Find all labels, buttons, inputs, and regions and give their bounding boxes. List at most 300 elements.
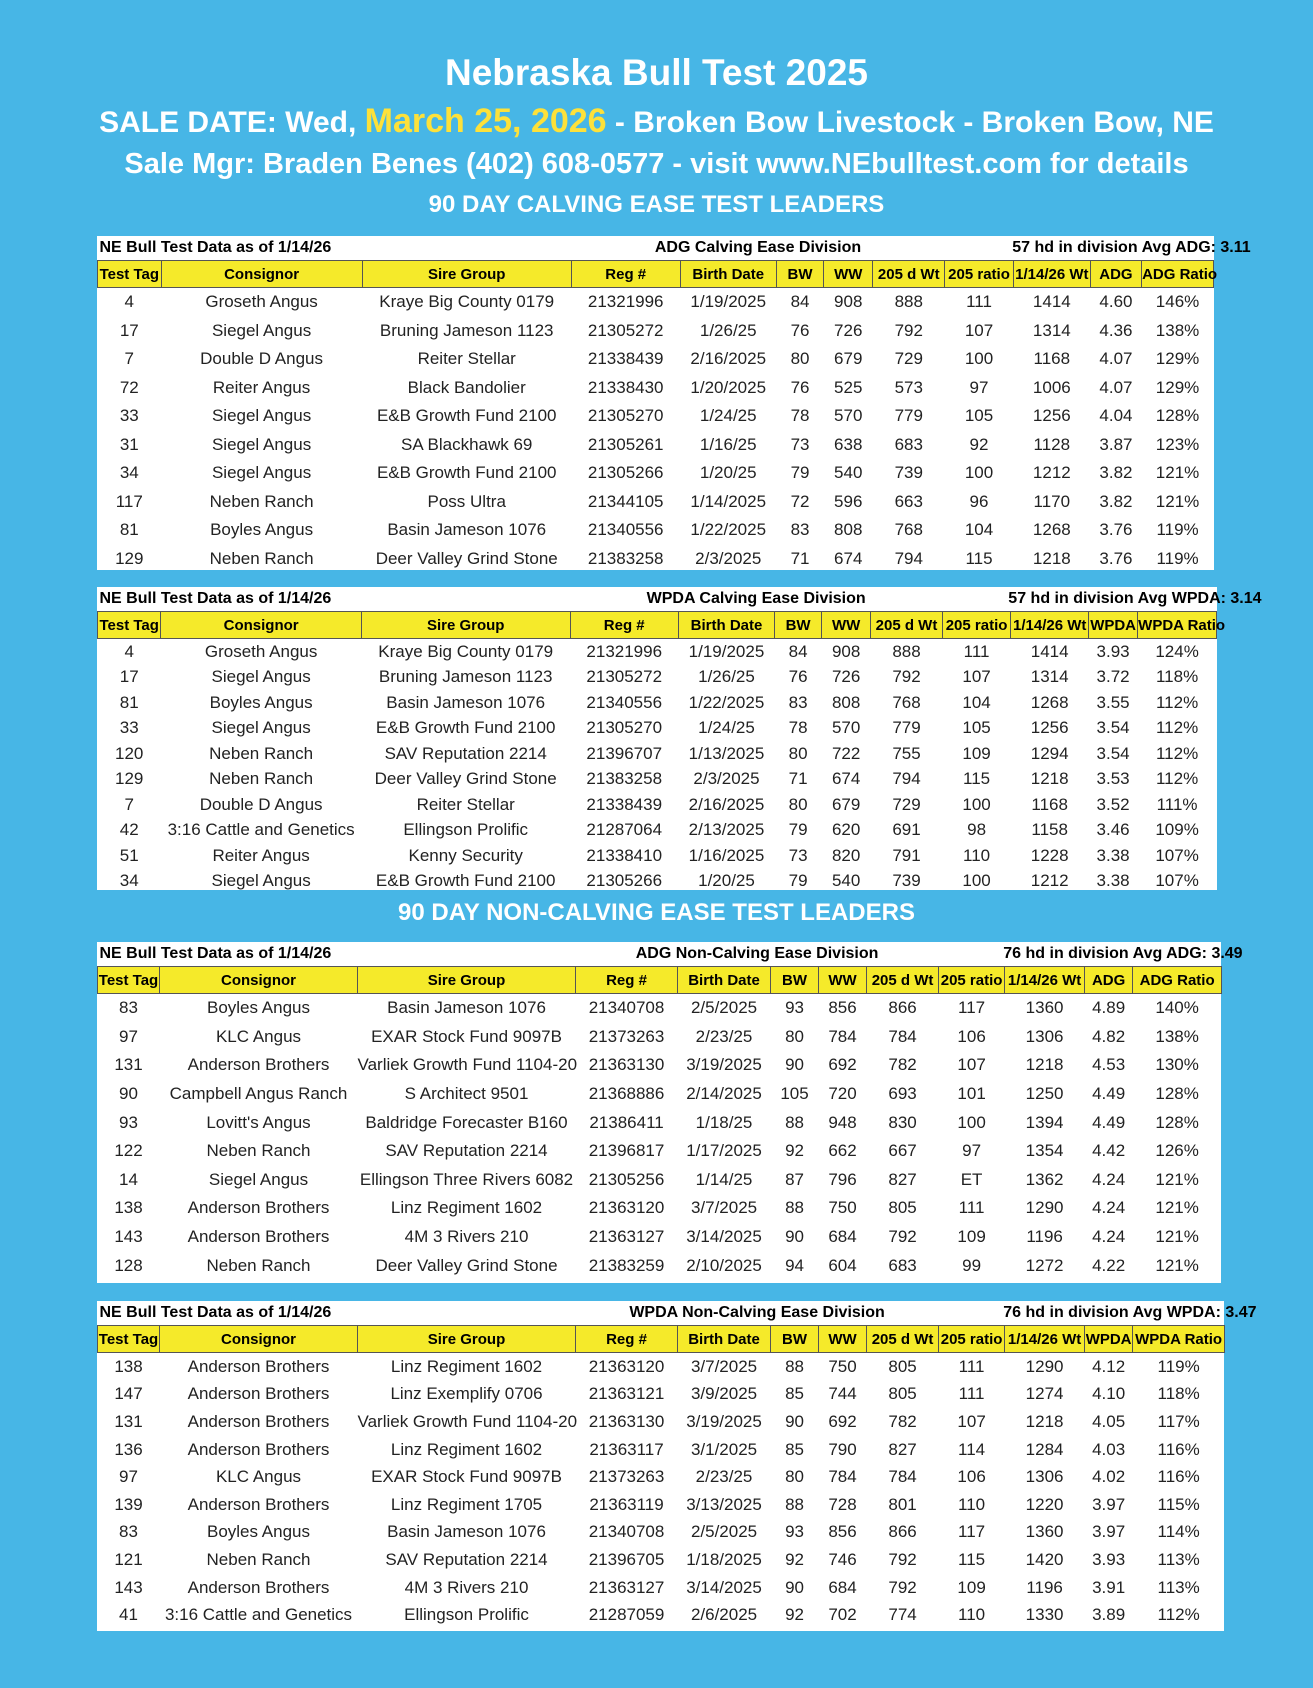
table-cell: 4.02 (1092, 1467, 1126, 1487)
table-cell: 7 (124, 794, 134, 814)
table-cell: 100 (962, 794, 991, 814)
table-cell: 1250 (1025, 1084, 1064, 1104)
table-row (98, 459, 1214, 488)
table-cell: 111 (958, 1356, 985, 1376)
table-cell: Basin Jameson 1076 (387, 520, 547, 540)
table-cell: 117 (115, 491, 143, 511)
table-cell: 856 (828, 1522, 857, 1542)
table-cell: 784 (828, 1026, 857, 1046)
table-cell: 100 (962, 871, 991, 891)
table-cell: 1/24/25 (698, 718, 755, 738)
table-cell: 116% (1157, 1467, 1200, 1487)
column-header: 1/14/26 Wt (1005, 1326, 1085, 1353)
table-cell: Baldridge Forecaster B160 (365, 1112, 568, 1132)
table-info-row (98, 942, 1222, 967)
table-cell: Deer Valley Grind Stone (375, 548, 558, 568)
table-cell: 21386411 (589, 1112, 664, 1132)
table-cell: Basin Jameson 1076 (386, 692, 546, 712)
table-cell: 4.24 (1092, 1198, 1126, 1218)
table-cell: 3.82 (1099, 491, 1133, 511)
column-header: BW (775, 612, 822, 639)
table-cell: 121% (1155, 1169, 1199, 1189)
table-cell: 573 (894, 377, 923, 397)
column-header: BW (776, 261, 823, 288)
table-cell: Anderson Brothers (187, 1356, 330, 1376)
table-cell: 1314 (1032, 320, 1071, 340)
table-cell: 76 (790, 377, 810, 397)
table-cell: Siegel Angus (211, 871, 311, 891)
wpda-non-calving-ease-table (97, 1301, 1257, 1631)
table-cell: 2/16/2025 (688, 794, 765, 814)
table-cell: 683 (888, 1255, 917, 1275)
table-cell: 1/22/2025 (688, 692, 765, 712)
adg-non-calving-ease-table (97, 942, 1243, 1283)
table-cell: E&B Growth Fund 2100 (375, 871, 556, 891)
table-cell: 691 (892, 820, 921, 840)
page-title: Nebraska Bull Test 2025 (445, 52, 868, 93)
table-cell: 100 (964, 349, 994, 369)
table-cell: Boyles Angus (209, 692, 313, 712)
table-cell: 805 (888, 1356, 917, 1376)
table-cell: 3/19/2025 (686, 1055, 762, 1075)
table-cell: 908 (831, 641, 861, 661)
table-cell: 34 (119, 463, 139, 483)
table-cell: 667 (888, 1141, 917, 1161)
table-cell: 106 (957, 1026, 986, 1046)
column-header: ADG (1090, 261, 1141, 288)
table-cell: 570 (831, 718, 861, 738)
table-info-row (98, 1301, 1225, 1326)
table-cell: 139 (114, 1494, 143, 1514)
table-cell: 110 (958, 1605, 986, 1625)
table-cell: 4.89 (1092, 998, 1126, 1018)
table-cell: 1/17/2025 (686, 1141, 762, 1161)
table-cell: 17 (119, 320, 139, 340)
table-cell: 21363127 (588, 1577, 665, 1597)
table-row (98, 1166, 1222, 1195)
table-cell: 3.55 (1096, 692, 1130, 712)
table-cell: Deer Valley Grind Stone (374, 769, 557, 789)
column-header: Reg # (576, 1326, 678, 1353)
table-cell: 3/1/2025 (690, 1439, 758, 1459)
table-cell: 111 (958, 1384, 985, 1404)
table-cell: 779 (892, 718, 921, 738)
table-cell: 71 (790, 548, 810, 568)
table-cell: E&B Growth Fund 2100 (375, 718, 556, 738)
table-cell: 1306 (1025, 1026, 1064, 1046)
table-cell: 1290 (1025, 1198, 1064, 1218)
table-row (98, 665, 1217, 691)
table-cell: 21396817 (588, 1141, 665, 1161)
table-cell: 4.10 (1092, 1384, 1126, 1404)
column-header: BW (771, 967, 819, 994)
table-cell: 774 (888, 1605, 917, 1625)
table-cell: 111% (1156, 794, 1198, 814)
table-row (98, 1137, 1222, 1166)
column-header: ADG Ratio (1133, 967, 1222, 994)
table-cell: 2/3/2025 (695, 548, 762, 568)
table-cell: 1168 (1033, 349, 1071, 369)
table-cell: 750 (828, 1356, 857, 1376)
column-header: 205 ratio (939, 1326, 1005, 1353)
table-cell: 88 (785, 1356, 804, 1376)
table-cell: 21363130 (588, 1411, 665, 1431)
table-cell: Neben Ranch (209, 769, 314, 789)
table-cell: 107% (1155, 845, 1199, 865)
table-cell: 33 (119, 406, 139, 426)
table-cell: 138 (114, 1356, 143, 1376)
table-cell: Deer Valley Grind Stone (375, 1255, 558, 1275)
table-cell: 746 (828, 1549, 857, 1569)
table-cell: 33 (119, 718, 139, 738)
column-header: 205 d Wt (867, 967, 939, 994)
table-cell: 908 (834, 292, 863, 312)
table-cell: 4.07 (1099, 377, 1133, 397)
table-cell: 794 (892, 769, 921, 789)
table-cell: 4.42 (1092, 1141, 1126, 1161)
table-cell: 1/20/2025 (690, 377, 767, 397)
table-cell: 866 (888, 998, 917, 1018)
table-cell: 111 (958, 1198, 985, 1218)
column-header: WW (819, 967, 867, 994)
table-cell: 90 (785, 1577, 804, 1597)
column-header: Sire Group (358, 967, 576, 994)
table-cell: 3.76 (1099, 548, 1133, 568)
column-header: 1/14/26 Wt (1013, 261, 1090, 288)
table-row (98, 1108, 1222, 1137)
table-cell: 726 (834, 320, 863, 340)
table-cell: 110 (958, 1494, 986, 1514)
table-cell: 1294 (1030, 743, 1069, 763)
table-cell: 1/13/2025 (688, 743, 765, 763)
table-cell: Siegel Angus (211, 463, 312, 483)
table-cell: 119% (1156, 520, 1199, 540)
table-cell: SAV Reputation 2214 (385, 1141, 548, 1161)
table-cell: 1354 (1025, 1141, 1064, 1161)
table-cell: 71 (788, 769, 808, 789)
table-cell: 702 (828, 1605, 857, 1625)
table-cell: 105 (964, 406, 994, 426)
division-name: WPDA Calving Ease Division (646, 590, 866, 607)
table-cell: 693 (888, 1084, 917, 1104)
column-header: Sire Group (361, 612, 570, 639)
table-cell: 4.05 (1092, 1411, 1126, 1431)
table-cell: 21287059 (588, 1605, 665, 1625)
table-cell: 21305270 (586, 718, 663, 738)
table-cell: 109% (1155, 820, 1199, 840)
column-header: Test Tag (98, 1326, 160, 1353)
table-row (98, 488, 1214, 517)
table-cell: 112% (1157, 1605, 1200, 1625)
table-cell: 114% (1157, 1522, 1200, 1542)
column-header: Test Tag (98, 612, 161, 639)
table-cell: 21383259 (588, 1255, 665, 1275)
table-cell: 3.87 (1099, 434, 1133, 454)
table-cell: 4.03 (1092, 1439, 1126, 1459)
table-cell: EXAR Stock Fund 9097B (371, 1467, 562, 1487)
division-average: Avg ADG: 3.49 (1132, 945, 1243, 962)
table-cell: 808 (831, 692, 861, 712)
table-cell: Anderson Brothers (187, 1227, 330, 1247)
table-cell: 21340708 (588, 1522, 665, 1542)
table-cell: 73 (788, 845, 808, 865)
table-cell: 21305272 (586, 667, 663, 687)
table-cell: 128% (1155, 1112, 1199, 1132)
data-as-of: NE Bull Test Data as of 1/14/26 (99, 590, 332, 607)
head-count: 57 hd in division (1012, 239, 1138, 256)
table-cell: 21340556 (586, 692, 663, 712)
table-row (98, 1408, 1225, 1436)
table-cell: 3.52 (1096, 794, 1130, 814)
table-cell: 21383258 (587, 548, 664, 568)
table-cell: 118% (1157, 1384, 1200, 1404)
table-cell: Anderson Brothers (187, 1494, 330, 1514)
table-cell: 136 (114, 1439, 143, 1459)
table-cell: 1212 (1030, 871, 1069, 891)
table-cell: 2/16/2025 (690, 349, 767, 369)
table-cell: 21340556 (587, 520, 664, 540)
table-cell: 126% (1155, 1141, 1199, 1161)
table-cell: 662 (828, 1141, 857, 1161)
table-cell: Anderson Brothers (187, 1577, 330, 1597)
table-cell: 3.93 (1096, 641, 1130, 661)
table-cell: 3/19/2025 (686, 1411, 762, 1431)
table-row (98, 545, 1214, 574)
table-cell: 21363120 (588, 1198, 665, 1218)
table-cell: 81 (119, 692, 139, 712)
sale-date-line (0, 102, 1313, 141)
table-cell: 4M 3 Rivers 210 (404, 1227, 529, 1247)
table-cell: 106 (957, 1467, 986, 1487)
table-cell: 4.49 (1092, 1112, 1126, 1132)
table-cell: 638 (834, 434, 863, 454)
table-cell: 4.82 (1092, 1026, 1126, 1046)
table-cell: 1284 (1025, 1439, 1064, 1459)
table-cell: 85 (785, 1439, 804, 1459)
table-cell: 779 (894, 406, 923, 426)
table-cell: 1220 (1025, 1494, 1064, 1514)
column-header: Test Tag (98, 261, 162, 288)
table-row (98, 767, 1217, 793)
sale-date: March 25, 2026 (364, 102, 607, 140)
table-cell: Siegel Angus (211, 434, 312, 454)
table-cell: 1218 (1030, 769, 1069, 789)
table-cell: 21383258 (586, 769, 663, 789)
column-header: Reg # (576, 967, 678, 994)
column-header: Consignor (161, 261, 362, 288)
table-cell: 143 (114, 1227, 143, 1247)
table-cell: 722 (831, 743, 861, 763)
table-cell: 21305266 (587, 463, 664, 483)
column-header: Birth Date (678, 967, 771, 994)
table-cell: 692 (828, 1411, 857, 1431)
table-cell: 107 (957, 1411, 986, 1431)
table-cell: 92 (785, 1605, 804, 1625)
table-cell: 3.38 (1096, 871, 1130, 891)
table-cell: S Architect 9501 (404, 1084, 529, 1104)
table-cell: 123% (1155, 434, 1200, 454)
table-row (98, 317, 1214, 346)
table-cell: 14 (119, 1169, 138, 1189)
table-header-row (98, 612, 1217, 639)
column-header: Consignor (160, 1326, 358, 1353)
table-cell: 138% (1155, 1026, 1199, 1046)
column-header: 205 ratio (945, 261, 1014, 288)
table-cell: 1420 (1025, 1549, 1064, 1569)
table-cell: Siegel Angus (211, 320, 312, 340)
table-cell: 90 (785, 1055, 804, 1075)
table-row (98, 516, 1214, 545)
table-cell: 111 (963, 641, 990, 661)
table-cell: 83 (119, 1522, 138, 1542)
table-cell: 3/14/2025 (686, 1227, 762, 1247)
table-cell: 83 (119, 998, 138, 1018)
data-as-of: NE Bull Test Data as of 1/14/26 (99, 945, 332, 962)
table-cell: 93 (119, 1112, 138, 1132)
column-header: 205 d Wt (867, 1326, 939, 1353)
table-cell: 3.97 (1092, 1522, 1126, 1542)
table-cell: 112% (1155, 718, 1199, 738)
table-cell: 1196 (1026, 1227, 1063, 1247)
division-average: Avg WPDA: 3.47 (1132, 1304, 1257, 1321)
table-cell: 21363120 (588, 1356, 665, 1376)
table-cell: 72 (790, 491, 810, 511)
table-cell: 4.07 (1099, 349, 1133, 369)
table-cell: 3/7/2025 (690, 1198, 758, 1218)
table-cell: 3/14/2025 (686, 1577, 762, 1597)
table-cell: Anderson Brothers (187, 1055, 330, 1075)
table-cell: 1360 (1025, 998, 1064, 1018)
column-header: Reg # (571, 261, 680, 288)
table-cell: 3.82 (1099, 463, 1133, 483)
table-cell: 720 (828, 1084, 857, 1104)
table-cell: SA Blackhawk 69 (401, 434, 533, 454)
table-cell: 1274 (1025, 1384, 1064, 1404)
table-row (98, 1251, 1222, 1280)
table-cell: 147 (114, 1384, 143, 1404)
table-cell: 17 (119, 667, 139, 687)
table-cell: 1256 (1032, 406, 1071, 426)
table-cell: Double D Angus (199, 794, 323, 814)
table-cell: 118% (1155, 667, 1199, 687)
column-header: WPDA Ratio (1133, 1326, 1225, 1353)
table-cell: 3.46 (1096, 820, 1130, 840)
table-cell: E&B Growth Fund 2100 (376, 406, 557, 426)
table-cell: 1/26/25 (698, 667, 755, 687)
table-cell: 1228 (1030, 845, 1069, 865)
table-cell: KLC Angus (215, 1026, 302, 1046)
table-info-row (98, 587, 1217, 612)
table-cell: 107 (962, 667, 991, 687)
table-cell: 866 (888, 1522, 917, 1542)
table-cell: 138 (114, 1198, 143, 1218)
table-cell: Kraye Big County 0179 (379, 292, 555, 312)
table-cell: 4.60 (1099, 292, 1133, 312)
table-cell: Neben Ranch (206, 1549, 311, 1569)
table-cell: 21363121 (588, 1384, 665, 1404)
table-cell: 4.22 (1092, 1255, 1126, 1275)
table-cell: 105 (962, 718, 991, 738)
table-cell: 130% (1155, 1055, 1199, 1075)
column-header: WPDA (1085, 1326, 1133, 1353)
column-header: WW (822, 612, 871, 639)
table-cell: 21396707 (586, 743, 663, 763)
division-name: WPDA Non-Calving Ease Division (629, 1304, 885, 1321)
table-cell: Linz Regiment 1602 (390, 1439, 543, 1459)
table-cell: 80 (785, 1467, 804, 1487)
table-cell: 117 (958, 998, 986, 1018)
table-cell: 2/3/2025 (693, 769, 760, 789)
table-row (98, 1381, 1225, 1409)
table-cell: Neben Ranch (206, 1141, 311, 1161)
table-cell: 768 (892, 692, 921, 712)
table-cell: 728 (828, 1494, 857, 1514)
table-row (98, 374, 1214, 403)
table-cell: 4.49 (1092, 1084, 1126, 1104)
table-cell: 1/20/25 (698, 871, 755, 891)
table-cell: 76 (790, 320, 810, 340)
table-row (98, 1023, 1222, 1052)
table-cell: 1168 (1031, 794, 1068, 814)
table-cell: 1/26/25 (699, 320, 757, 340)
table-row (98, 1353, 1225, 1381)
table-row (98, 1194, 1222, 1223)
table-cell: 674 (831, 769, 861, 789)
table-cell: 1128 (1033, 434, 1071, 454)
table-cell: 109 (957, 1577, 986, 1597)
table-cell: 1218 (1025, 1411, 1064, 1431)
table-cell: 1256 (1030, 718, 1069, 738)
table-cell: 79 (788, 871, 808, 891)
table-cell: 1/16/25 (699, 434, 757, 454)
table-cell: 109 (957, 1227, 986, 1247)
table-row (98, 345, 1214, 374)
table-cell: 3.76 (1099, 520, 1133, 540)
table-row (98, 1491, 1225, 1519)
table-cell: Bruning Jameson 1123 (378, 667, 553, 687)
table-cell: 41 (119, 1605, 138, 1625)
table-cell: ET (960, 1169, 983, 1189)
table-cell: 750 (828, 1198, 857, 1218)
table-cell: 21363119 (589, 1494, 664, 1514)
table-cell: 21338439 (586, 794, 663, 814)
table-cell: Varliek Growth Fund 1104-20 (357, 1055, 578, 1075)
table-cell: 792 (894, 320, 923, 340)
table-cell: Kraye Big County 0179 (378, 641, 554, 661)
table-cell: 107% (1155, 871, 1199, 891)
table-cell: 1330 (1025, 1605, 1064, 1625)
table-cell: 796 (828, 1169, 857, 1189)
table-cell: 1/20/25 (699, 463, 757, 483)
table-cell: 596 (834, 491, 863, 511)
table-cell: 115% (1157, 1494, 1200, 1514)
data-as-of: NE Bull Test Data as of 1/14/26 (99, 1304, 332, 1321)
table-cell: 784 (888, 1026, 917, 1046)
table-cell: 97 (119, 1026, 138, 1046)
table-cell: 84 (788, 641, 808, 661)
table-cell: 1196 (1026, 1577, 1063, 1597)
table-cell: 114 (958, 1439, 986, 1459)
column-header: 1/14/26 Wt (1005, 967, 1085, 994)
table-cell: Siegel Angus (211, 406, 312, 426)
table-cell: 3:16 Cattle and Genetics (167, 820, 355, 840)
table-cell: 85 (785, 1384, 804, 1404)
table-cell: 72 (119, 377, 139, 397)
table-cell: Reiter Angus (212, 377, 311, 397)
table-cell: 104 (962, 692, 991, 712)
adg-calving-ease-table (97, 236, 1251, 570)
table-row (98, 690, 1217, 716)
